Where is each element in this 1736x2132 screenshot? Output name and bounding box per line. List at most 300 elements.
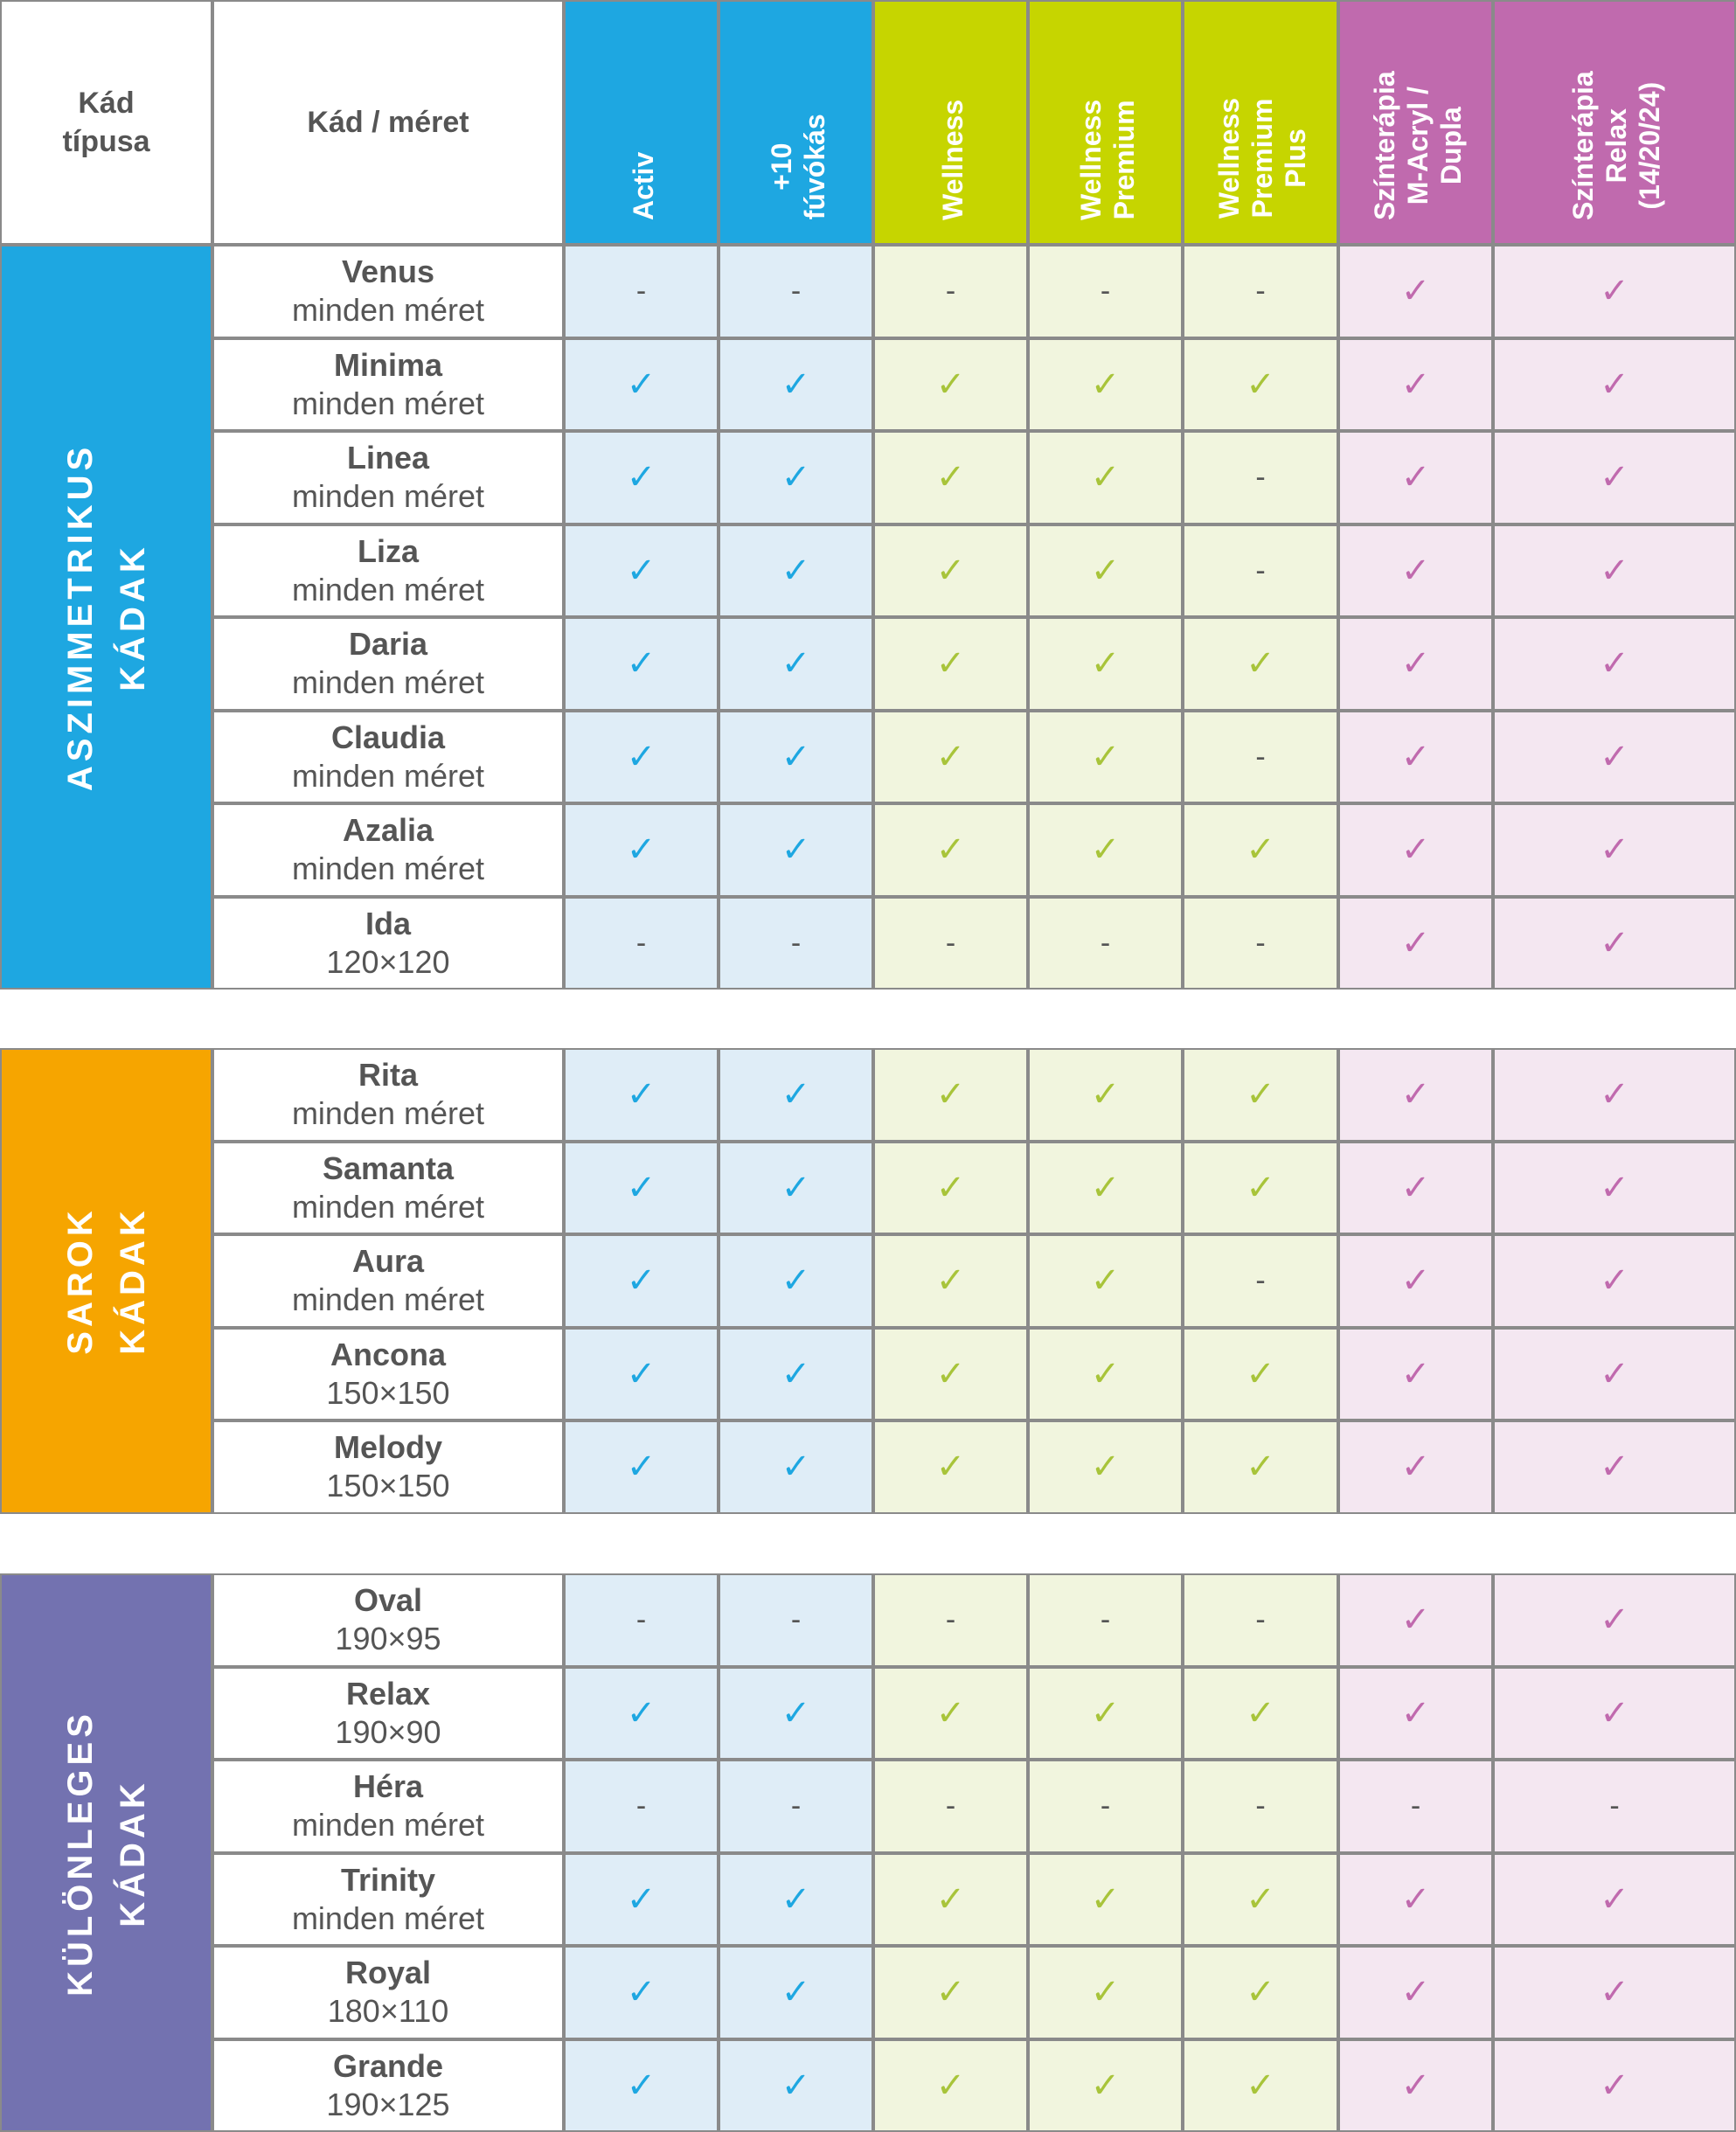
product-name: Royal bbox=[344, 1955, 432, 1991]
check-icon: ✓ bbox=[626, 830, 656, 870]
check-icon: ✓ bbox=[1246, 1168, 1275, 1207]
feature-cell bbox=[564, 338, 719, 432]
check-icon: ✓ bbox=[1400, 1075, 1431, 1115]
product-size: minden méret bbox=[291, 664, 485, 701]
feature-cell bbox=[1183, 617, 1338, 711]
product-name: Daria bbox=[348, 626, 428, 663]
feature-cell bbox=[873, 1420, 1028, 1514]
feature-cell bbox=[1338, 1142, 1493, 1235]
check-icon: ✓ bbox=[781, 1261, 811, 1301]
product-cell bbox=[212, 524, 564, 618]
feature-cell bbox=[1028, 1048, 1183, 1142]
feature-cell bbox=[1183, 1142, 1338, 1235]
feature-cell bbox=[719, 803, 873, 897]
check-icon: ✓ bbox=[781, 1879, 811, 1919]
check-icon: ✓ bbox=[1090, 1879, 1121, 1919]
product-cell bbox=[212, 1420, 564, 1514]
check-icon: ✓ bbox=[1246, 1448, 1275, 1487]
feature-cell bbox=[873, 1946, 1028, 2039]
dash-icon: - bbox=[1255, 274, 1266, 309]
dash-icon: - bbox=[945, 1789, 956, 1823]
check-icon: ✓ bbox=[1600, 1448, 1629, 1487]
group-cell-2 bbox=[0, 1573, 212, 2132]
header-model-label: Kád / méret bbox=[212, 0, 564, 245]
feature-cell bbox=[1338, 1328, 1493, 1421]
check-icon: ✓ bbox=[1400, 1168, 1431, 1207]
feature-cell bbox=[719, 245, 873, 338]
feature-cell bbox=[1183, 431, 1338, 524]
check-icon: ✓ bbox=[1600, 272, 1629, 311]
check-icon: ✓ bbox=[935, 644, 966, 684]
product-cell bbox=[212, 711, 564, 804]
feature-cell bbox=[564, 617, 719, 711]
check-icon: ✓ bbox=[1400, 923, 1431, 962]
dash-icon: - bbox=[945, 1603, 956, 1637]
check-icon: ✓ bbox=[1600, 830, 1629, 870]
check-icon: ✓ bbox=[1400, 1448, 1431, 1487]
dash-icon: - bbox=[1609, 1789, 1620, 1823]
check-icon: ✓ bbox=[781, 1354, 811, 1393]
product-cell bbox=[212, 617, 564, 711]
check-icon: ✓ bbox=[1246, 830, 1275, 870]
check-icon: ✓ bbox=[626, 365, 656, 404]
feature-cell bbox=[1493, 245, 1736, 338]
feature-cell bbox=[1338, 1234, 1493, 1328]
feature-cell bbox=[1338, 2039, 1493, 2132]
feature-cell bbox=[564, 803, 719, 897]
feature-cell bbox=[564, 897, 719, 990]
product-size: 190×95 bbox=[335, 1621, 441, 1657]
dash-icon: - bbox=[1100, 926, 1111, 960]
feature-cell bbox=[1338, 1667, 1493, 1760]
check-icon: ✓ bbox=[935, 1075, 966, 1115]
dash-icon: - bbox=[635, 1603, 647, 1637]
feature-cell bbox=[1028, 524, 1183, 618]
header-feature-label: Wellness Premium bbox=[1074, 99, 1140, 220]
feature-cell bbox=[719, 2039, 873, 2132]
group-cell-1 bbox=[0, 1048, 212, 1514]
product-cell bbox=[212, 2039, 564, 2132]
feature-cell bbox=[1183, 1946, 1338, 2039]
check-icon: ✓ bbox=[781, 737, 811, 776]
product-name: Claudia bbox=[330, 719, 446, 755]
feature-cell bbox=[1028, 338, 1183, 432]
check-icon: ✓ bbox=[781, 1693, 811, 1733]
check-icon: ✓ bbox=[1246, 2066, 1275, 2105]
header-feature-6 bbox=[1493, 0, 1736, 245]
check-icon: ✓ bbox=[935, 830, 966, 870]
check-icon: ✓ bbox=[626, 644, 656, 684]
check-icon: ✓ bbox=[1600, 737, 1629, 776]
feature-cell bbox=[1183, 711, 1338, 804]
product-size: minden méret bbox=[291, 757, 485, 794]
product-cell bbox=[212, 1328, 564, 1421]
feature-cell bbox=[873, 1667, 1028, 1760]
dash-icon: - bbox=[790, 1789, 802, 1823]
feature-cell bbox=[1183, 1234, 1338, 1328]
feature-cell bbox=[873, 245, 1028, 338]
product-cell bbox=[212, 1946, 564, 2039]
check-icon: ✓ bbox=[935, 1693, 966, 1733]
check-icon: ✓ bbox=[1400, 1879, 1431, 1919]
product-size: minden méret bbox=[291, 292, 485, 329]
feature-cell bbox=[873, 617, 1028, 711]
feature-cell bbox=[719, 1667, 873, 1760]
check-icon: ✓ bbox=[1090, 551, 1121, 590]
group-label: SAROK KÁDAK bbox=[60, 1206, 152, 1355]
check-icon: ✓ bbox=[1090, 2066, 1121, 2105]
feature-cell bbox=[1338, 338, 1493, 432]
product-name: Relax bbox=[345, 1675, 431, 1712]
product-cell bbox=[212, 431, 564, 524]
check-icon: ✓ bbox=[1400, 458, 1431, 497]
feature-cell bbox=[1493, 1420, 1736, 1514]
feature-cell bbox=[719, 1328, 873, 1421]
feature-cell bbox=[1183, 897, 1338, 990]
check-icon: ✓ bbox=[935, 737, 966, 776]
feature-cell bbox=[1493, 803, 1736, 897]
dash-icon: - bbox=[1100, 274, 1111, 309]
check-icon: ✓ bbox=[1400, 1601, 1431, 1640]
check-icon: ✓ bbox=[781, 365, 811, 404]
feature-cell bbox=[719, 1573, 873, 1667]
check-icon: ✓ bbox=[781, 551, 811, 590]
header-feature-label: Wellness bbox=[936, 99, 969, 220]
feature-cell bbox=[1338, 1946, 1493, 2039]
check-icon: ✓ bbox=[1600, 458, 1629, 497]
feature-cell bbox=[1338, 431, 1493, 524]
feature-cell bbox=[1183, 1048, 1338, 1142]
feature-cell bbox=[1493, 617, 1736, 711]
group-label: ASZIMMETRIKUS KÁDAK bbox=[60, 442, 152, 792]
header-feature-2 bbox=[873, 0, 1028, 245]
check-icon: ✓ bbox=[626, 1261, 656, 1301]
check-icon: ✓ bbox=[935, 365, 966, 404]
check-icon: ✓ bbox=[1600, 1168, 1629, 1207]
feature-cell bbox=[564, 1946, 719, 2039]
header-feature-label: Activ bbox=[627, 151, 659, 220]
feature-cell bbox=[1028, 1667, 1183, 1760]
feature-cell bbox=[1028, 1573, 1183, 1667]
feature-cell bbox=[1338, 524, 1493, 618]
check-icon: ✓ bbox=[1400, 737, 1431, 776]
check-icon: ✓ bbox=[1600, 1354, 1629, 1393]
check-icon: ✓ bbox=[1600, 365, 1629, 404]
feature-cell bbox=[1338, 1048, 1493, 1142]
feature-cell bbox=[1028, 1328, 1183, 1421]
product-name: Aura bbox=[351, 1243, 425, 1280]
feature-cell bbox=[719, 1946, 873, 2039]
feature-cell bbox=[1493, 1573, 1736, 1667]
feature-cell bbox=[719, 338, 873, 432]
feature-cell bbox=[1183, 1420, 1338, 1514]
feature-cell bbox=[719, 1853, 873, 1947]
feature-cell bbox=[719, 711, 873, 804]
dash-icon: - bbox=[945, 926, 956, 960]
feature-cell bbox=[719, 1760, 873, 1853]
feature-cell bbox=[1493, 711, 1736, 804]
check-icon: ✓ bbox=[1246, 1354, 1275, 1393]
check-icon: ✓ bbox=[781, 2066, 811, 2105]
feature-cell bbox=[1493, 338, 1736, 432]
check-icon: ✓ bbox=[1090, 458, 1121, 497]
product-cell bbox=[212, 1234, 564, 1328]
feature-cell bbox=[1183, 1328, 1338, 1421]
header-feature-label: +10 fúvókás bbox=[765, 114, 830, 220]
dash-icon: - bbox=[635, 274, 647, 309]
check-icon: ✓ bbox=[1400, 1354, 1431, 1393]
check-icon: ✓ bbox=[935, 1354, 966, 1393]
product-size: 190×125 bbox=[326, 2086, 450, 2122]
feature-cell bbox=[564, 1573, 719, 1667]
check-icon: ✓ bbox=[1246, 1075, 1275, 1115]
product-size: 190×90 bbox=[335, 1713, 441, 1750]
feature-cell bbox=[1028, 1853, 1183, 1947]
dash-icon: - bbox=[1255, 1264, 1266, 1298]
check-icon: ✓ bbox=[1600, 644, 1629, 684]
product-name: Liza bbox=[357, 532, 419, 569]
dash-icon: - bbox=[635, 1789, 647, 1823]
check-icon: ✓ bbox=[1090, 1075, 1121, 1115]
feature-cell bbox=[719, 897, 873, 990]
check-icon: ✓ bbox=[935, 1168, 966, 1207]
feature-cell bbox=[873, 2039, 1028, 2132]
dash-icon: - bbox=[635, 926, 647, 960]
check-icon: ✓ bbox=[1600, 1693, 1629, 1733]
feature-cell bbox=[564, 1853, 719, 1947]
feature-cell bbox=[564, 1420, 719, 1514]
check-icon: ✓ bbox=[935, 1448, 966, 1487]
feature-cell bbox=[873, 711, 1028, 804]
header-feature-0 bbox=[564, 0, 719, 245]
feature-cell bbox=[1338, 245, 1493, 338]
check-icon: ✓ bbox=[1090, 1973, 1121, 2012]
feature-cell bbox=[564, 431, 719, 524]
header-feature-1 bbox=[719, 0, 873, 245]
dash-icon: - bbox=[1255, 926, 1266, 960]
feature-cell bbox=[1493, 1142, 1736, 1235]
product-size: 150×150 bbox=[326, 1374, 450, 1411]
check-icon: ✓ bbox=[626, 458, 656, 497]
check-icon: ✓ bbox=[626, 1879, 656, 1919]
product-cell bbox=[212, 1573, 564, 1667]
feature-cell bbox=[873, 1234, 1028, 1328]
product-name: Grande bbox=[332, 2047, 444, 2084]
product-cell bbox=[212, 338, 564, 432]
feature-cell bbox=[564, 1142, 719, 1235]
check-icon: ✓ bbox=[1090, 1168, 1121, 1207]
check-icon: ✓ bbox=[1090, 1354, 1121, 1393]
dash-icon: - bbox=[1410, 1789, 1421, 1823]
product-cell bbox=[212, 1667, 564, 1760]
check-icon: ✓ bbox=[1600, 551, 1629, 590]
feature-cell bbox=[873, 524, 1028, 618]
feature-cell bbox=[1028, 2039, 1183, 2132]
feature-cell bbox=[1183, 2039, 1338, 2132]
feature-cell bbox=[1338, 711, 1493, 804]
check-icon: ✓ bbox=[781, 1973, 811, 2012]
dash-icon: - bbox=[1255, 461, 1266, 495]
product-cell bbox=[212, 1048, 564, 1142]
feature-cell bbox=[1338, 1420, 1493, 1514]
product-name: Azalia bbox=[342, 812, 434, 849]
feature-cell bbox=[1028, 617, 1183, 711]
check-icon: ✓ bbox=[1400, 1693, 1431, 1733]
check-icon: ✓ bbox=[626, 1693, 656, 1733]
check-icon: ✓ bbox=[935, 2066, 966, 2105]
dash-icon: - bbox=[1100, 1603, 1111, 1637]
feature-cell bbox=[1493, 1234, 1736, 1328]
product-size: 180×110 bbox=[327, 1993, 449, 2030]
feature-cell bbox=[1493, 1946, 1736, 2039]
check-icon: ✓ bbox=[1400, 272, 1431, 311]
check-icon: ✓ bbox=[1246, 1693, 1275, 1733]
header-type-label: Kád típusa bbox=[0, 0, 212, 245]
check-icon: ✓ bbox=[1600, 923, 1629, 962]
product-name: Linea bbox=[346, 440, 430, 476]
dash-icon: - bbox=[1255, 1789, 1266, 1823]
check-icon: ✓ bbox=[1600, 1973, 1629, 2012]
product-name: Héra bbox=[352, 1768, 424, 1805]
feature-cell bbox=[1183, 1573, 1338, 1667]
product-cell bbox=[212, 1142, 564, 1235]
feature-cell bbox=[1183, 1853, 1338, 1947]
feature-cell bbox=[1183, 245, 1338, 338]
feature-cell bbox=[1493, 1667, 1736, 1760]
feature-cell bbox=[873, 803, 1028, 897]
check-icon: ✓ bbox=[781, 458, 811, 497]
product-size: minden méret bbox=[291, 571, 485, 608]
feature-cell bbox=[719, 617, 873, 711]
header-feature-3 bbox=[1028, 0, 1183, 245]
feature-cell bbox=[873, 1328, 1028, 1421]
feature-cell bbox=[1338, 803, 1493, 897]
product-size: minden méret bbox=[291, 1807, 485, 1844]
feature-cell bbox=[873, 1760, 1028, 1853]
product-name: Venus bbox=[341, 253, 435, 290]
product-size: 120×120 bbox=[326, 943, 450, 980]
feature-cell bbox=[1028, 245, 1183, 338]
check-icon: ✓ bbox=[1600, 2066, 1629, 2105]
check-icon: ✓ bbox=[1246, 1973, 1275, 2012]
feature-cell bbox=[564, 1048, 719, 1142]
feature-cell bbox=[873, 897, 1028, 990]
check-icon: ✓ bbox=[1400, 1973, 1431, 2012]
header-feature-label: Wellness Premium Plus bbox=[1213, 97, 1311, 219]
feature-cell bbox=[719, 524, 873, 618]
dash-icon: - bbox=[790, 1603, 802, 1637]
check-icon: ✓ bbox=[935, 458, 966, 497]
feature-cell bbox=[1183, 524, 1338, 618]
check-icon: ✓ bbox=[626, 1448, 656, 1487]
feature-cell bbox=[564, 1234, 719, 1328]
product-name: Ancona bbox=[330, 1336, 446, 1372]
check-icon: ✓ bbox=[1090, 1261, 1121, 1301]
feature-cell bbox=[1183, 803, 1338, 897]
check-icon: ✓ bbox=[1246, 644, 1275, 684]
product-name: Trinity bbox=[340, 1861, 436, 1898]
header-feature-label: Színterápia Relax (14/20/24) bbox=[1567, 71, 1665, 220]
check-icon: ✓ bbox=[781, 644, 811, 684]
feature-cell bbox=[1183, 1760, 1338, 1853]
product-name: Oval bbox=[353, 1582, 423, 1619]
check-icon: ✓ bbox=[1400, 644, 1431, 684]
feature-cell bbox=[873, 338, 1028, 432]
check-icon: ✓ bbox=[1090, 1693, 1121, 1733]
feature-cell bbox=[564, 2039, 719, 2132]
dash-icon: - bbox=[945, 274, 956, 309]
feature-cell bbox=[873, 1142, 1028, 1235]
feature-cell bbox=[873, 1048, 1028, 1142]
feature-cell bbox=[1493, 2039, 1736, 2132]
feature-cell bbox=[1493, 1328, 1736, 1421]
product-name: Ida bbox=[365, 905, 411, 941]
check-icon: ✓ bbox=[781, 1075, 811, 1115]
product-size: minden méret bbox=[291, 385, 485, 421]
check-icon: ✓ bbox=[1090, 1448, 1121, 1487]
feature-cell bbox=[719, 1048, 873, 1142]
product-cell bbox=[212, 1853, 564, 1947]
check-icon: ✓ bbox=[1600, 1879, 1629, 1919]
group-label: KÜLÖNLEGES KÁDAK bbox=[60, 1709, 152, 1997]
feature-cell bbox=[1493, 524, 1736, 618]
dash-icon: - bbox=[1255, 740, 1266, 774]
check-icon: ✓ bbox=[1090, 644, 1121, 684]
check-icon: ✓ bbox=[626, 1168, 656, 1207]
product-cell bbox=[212, 803, 564, 897]
check-icon: ✓ bbox=[1400, 1261, 1431, 1301]
product-cell bbox=[212, 245, 564, 338]
dash-icon: - bbox=[790, 926, 802, 960]
feature-cell bbox=[1028, 1420, 1183, 1514]
product-cell bbox=[212, 1760, 564, 1853]
feature-cell bbox=[564, 1328, 719, 1421]
product-size: minden méret bbox=[291, 478, 485, 515]
feature-cell bbox=[1028, 897, 1183, 990]
feature-cell bbox=[1028, 1142, 1183, 1235]
feature-cell bbox=[1338, 897, 1493, 990]
feature-cell bbox=[1183, 1667, 1338, 1760]
feature-cell bbox=[873, 431, 1028, 524]
check-icon: ✓ bbox=[1400, 830, 1431, 870]
check-icon: ✓ bbox=[626, 551, 656, 590]
check-icon: ✓ bbox=[1400, 551, 1431, 590]
check-icon: ✓ bbox=[1600, 1075, 1629, 1115]
product-name: Melody bbox=[333, 1429, 442, 1466]
check-icon: ✓ bbox=[935, 1879, 966, 1919]
check-icon: ✓ bbox=[1600, 1261, 1629, 1301]
feature-cell bbox=[564, 711, 719, 804]
feature-cell bbox=[1028, 431, 1183, 524]
product-size: minden méret bbox=[291, 1095, 485, 1132]
feature-cell bbox=[1493, 431, 1736, 524]
check-icon: ✓ bbox=[1090, 830, 1121, 870]
feature-cell bbox=[1028, 1234, 1183, 1328]
dash-icon: - bbox=[1255, 553, 1266, 587]
feature-cell bbox=[873, 1573, 1028, 1667]
check-icon: ✓ bbox=[1400, 2066, 1431, 2105]
group-cell-0 bbox=[0, 245, 212, 990]
dash-icon: - bbox=[1255, 1603, 1266, 1637]
feature-cell bbox=[1028, 711, 1183, 804]
product-size: minden méret bbox=[291, 1899, 485, 1936]
feature-cell bbox=[719, 431, 873, 524]
feature-cell bbox=[1338, 1573, 1493, 1667]
check-icon: ✓ bbox=[626, 737, 656, 776]
product-name: Samanta bbox=[322, 1149, 455, 1186]
feature-cell bbox=[719, 1420, 873, 1514]
check-icon: ✓ bbox=[1600, 1601, 1629, 1640]
